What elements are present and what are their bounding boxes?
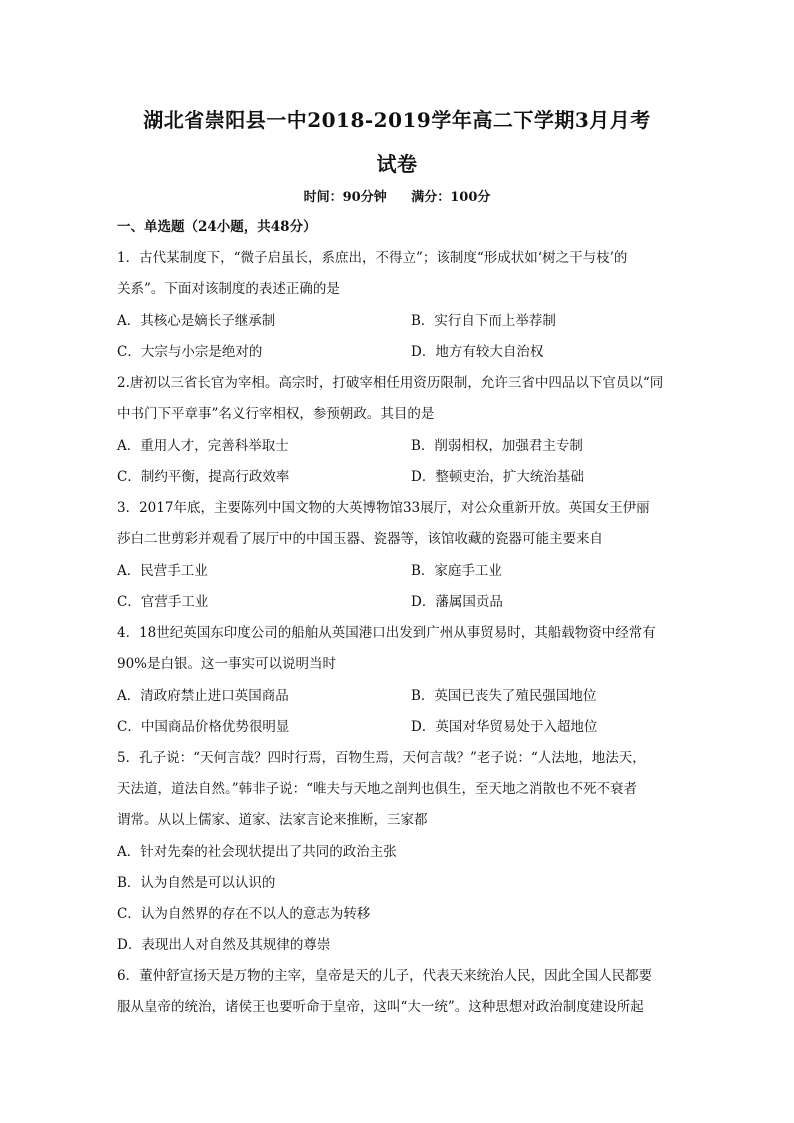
exam-title-line1: 湖北省崇阳县一中2018-2019学年高二下学期3月月考 [143, 108, 651, 132]
q2-line2: 中书门下平章事”名义行宰相权，参预朝政。其目的是 [117, 406, 435, 422]
q5-line3: 谓常。从以上儒家、道家、法家言论来推断，三家都 [117, 812, 428, 828]
q6-line1: 6．董仲舒宣扬天是万物的主宰，皇帝是天的儿子，代表天来统治人民，因此全国人民都要 [117, 968, 653, 984]
exam-title-line2: 试卷 [376, 152, 418, 176]
q1-option-b: B．实行自下而上举荐制 [411, 313, 556, 329]
q5-option-d: D．表现出人对自然及其规律的尊崇 [117, 937, 331, 953]
q1-option-a: A．其核心是嫡长子继承制 [117, 313, 276, 329]
q2-option-c: C．制约平衡，提高行政效率 [117, 469, 290, 485]
q4-option-d: D．英国对华贸易处于入超地位 [411, 719, 598, 735]
q6-line2: 服从皇帝的统治，诸侯王也要听命于皇帝，这叫“大一统”。这种思想对政治制度建设所起 [117, 999, 644, 1015]
q2-option-b: B．削弱相权，加强君主专制 [411, 438, 583, 454]
q3-option-d: D．藩属国贡品 [411, 594, 503, 610]
q5-option-c: C．认为自然界的存在不以人的意志为转移 [117, 906, 371, 922]
q3-line2: 莎白二世剪彩并观看了展厅中的中国玉器、瓷器等，该馆收藏的瓷器可能主要来自 [117, 531, 603, 547]
q4-option-c: C．中国商品价格优势很明显 [117, 719, 290, 735]
q5-line1: 5．孔子说：“天何言哉？四时行焉，百物生焉，天何言哉？”老子说：“人法地，地法天， [117, 750, 646, 766]
q5-option-b: B．认为自然是可以认识的 [117, 875, 276, 891]
q4-line1: 4．18世纪英国东印度公司的船舶从英国港口出发到广州从事贸易时，其船载物资中经常有 [117, 625, 656, 641]
q2-option-d: D．整顿吏治，扩大统治基础 [411, 469, 584, 485]
q3-option-a: A．民营手工业 [117, 563, 208, 579]
section-heading: 一、单选题（24小题，共48分） [117, 219, 317, 235]
q3-option-c: C．官营手工业 [117, 594, 209, 610]
q1-option-d: D．地方有较大自治权 [411, 344, 544, 360]
q5-line2: 天法道，道法自然。”韩非子说：“唯夫与天地之剖判也俱生，至天地之消散也不死不衰者 [117, 781, 638, 797]
q2-option-a: A．重用人才，完善科举取士 [117, 438, 289, 454]
q4-option-a: A．清政府禁止进口英国商品 [117, 688, 289, 704]
q4-option-b: B．英国已丧失了殖民强国地位 [411, 688, 597, 704]
exam-time: 时间：90分钟 [303, 190, 387, 205]
exam-score: 满分：100分 [411, 190, 491, 205]
q1-line1: 1．古代某制度下，“微子启虽长，系庶出，不得立”；该制度“形成状如‘树之干与枝’的 [117, 250, 628, 266]
q4-line2: 90%是白银。这一事实可以说明当时 [117, 656, 337, 672]
q5-option-a: A．针对先秦的社会现状提出了共同的政治主张 [117, 844, 397, 860]
q3-line1: 3．2017年底，主要陈列中国文物的大英博物馆33展厅，对公众重新开放。英国女王伊丽 [117, 500, 650, 516]
q1-line2: 关系”。下面对该制度的表述正确的是 [117, 281, 340, 297]
q2-line1: 2.唐初以三省长官为宰相。高宗时，打破宰相任用资历限制，允许三省中四品以下官员以“同 [117, 375, 664, 391]
q3-option-b: B．家庭手工业 [411, 563, 502, 579]
q1-option-c: C．大宗与小宗是绝对的 [117, 344, 263, 360]
exam-meta [0, 186, 794, 205]
